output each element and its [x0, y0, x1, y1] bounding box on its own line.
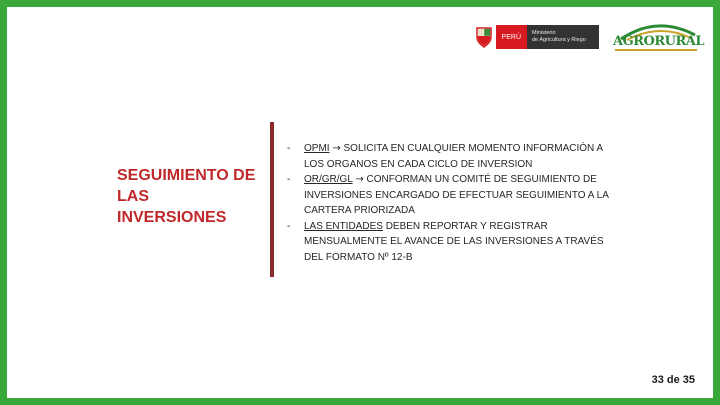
bullet-item-opmi [287, 141, 617, 172]
bullet-dash: - [287, 220, 291, 232]
agrorural-tagline-bar [615, 49, 697, 51]
arrow-right-icon: → [332, 143, 341, 154]
agrorural-wordmark: AGRORURAL [613, 34, 704, 49]
coat-of-arms-icon [475, 26, 493, 48]
ministry-label [527, 25, 599, 49]
bullet-subject: LAS ENTIDADES [304, 220, 383, 232]
page-number: 33 de 35 [651, 374, 695, 386]
peru-label: PERÚ [496, 25, 527, 49]
ministry-logo [475, 25, 599, 49]
ministry-label-line2: de Agricultura y Riego [532, 37, 586, 43]
bullet-text: SOLICITA EN CUALQUIER MOMENTO INFORMACIÓN A LOS ORGANOS EN CADA CICLO DE INVERSION [304, 143, 603, 170]
bullet-dash: - [287, 143, 291, 154]
bullet-list [287, 141, 617, 265]
vertical-divider [270, 122, 274, 277]
bullet-text: CONFORMAN UN COMITÉ DE SEGUIMIENTO DE INVERSIONES ENCARGADO DE EFECTUAR SEGUIMIENTO A LA CARTERA PRIORIZADA [304, 174, 609, 216]
bullet-subject: OR/GR/GL [304, 174, 353, 185]
ministry-label-line1: Ministerio [532, 30, 556, 36]
agrorural-logo [613, 21, 704, 53]
bullet-item-or-gr-gl [287, 172, 617, 219]
bullet-dash: - [287, 174, 291, 185]
header-logos [475, 19, 704, 55]
section-title: SEGUIMIENTO DE LAS INVERSIONES [117, 167, 256, 226]
bullet-subject: OPMI [304, 143, 330, 154]
bullet-text: DEBEN REPORTAR Y REGISTRAR MENSUALMENTE EL AVANCE DE LAS INVERSIONES A TRAVÉS DEL FORMATO Nº 12-B [304, 220, 604, 263]
bullet-item-entidades [287, 219, 617, 266]
arrow-right-icon: → [355, 174, 364, 185]
